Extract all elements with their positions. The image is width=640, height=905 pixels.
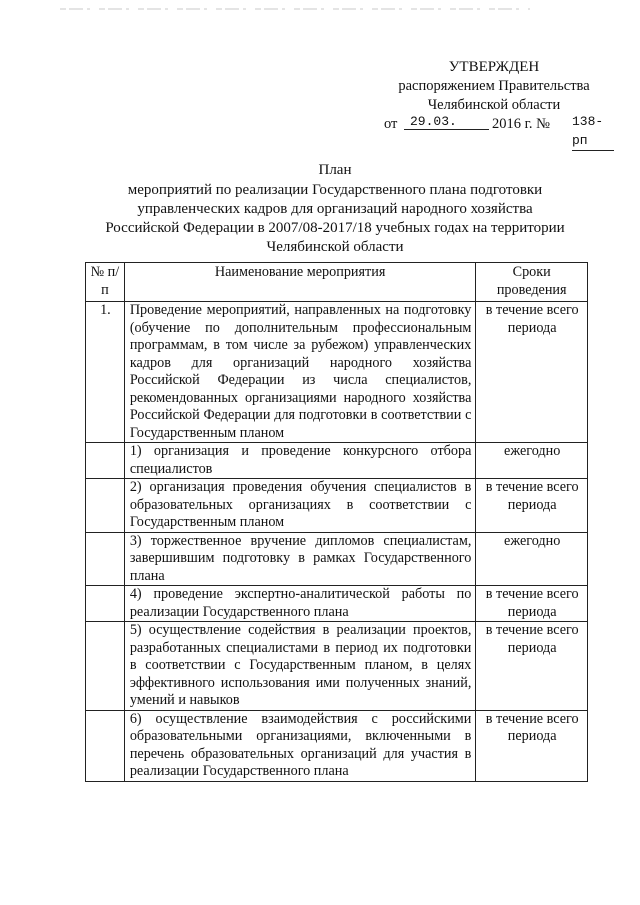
header-name: Наименование мероприятия [124, 263, 476, 302]
row-term: ежегодно [476, 443, 588, 479]
table-row [86, 622, 588, 711]
table-header-row [86, 263, 588, 302]
row-name: 3) торжественное вручение дипломов специалистам, завершившим подготовку в рамках Государственного плана [124, 532, 476, 586]
row-num [86, 710, 125, 781]
row-num [86, 443, 125, 479]
approval-date: 29.03. [410, 114, 457, 129]
row-term: в течение всего периода [476, 586, 588, 622]
table-row [86, 586, 588, 622]
row-name: 5) осуществление содействия в реализации проектов, разработанных специалистами в период их подготовки в соответствии с Государственным планом, в целях эффективного использования ими полученных знаний, умений и навыков [124, 622, 476, 711]
row-name: 2) организация проведения обучения специалистов в образовательных организациях в соответствии с Государственным планом [124, 479, 476, 533]
row-term: в течение всего периода [476, 622, 588, 711]
row-term: в течение всего периода [476, 302, 588, 443]
plan-line-4: Челябинской области [266, 239, 404, 255]
row-num [86, 586, 125, 622]
row-num: 1. [86, 302, 125, 443]
table-row [86, 710, 588, 781]
approval-from: от [384, 116, 398, 132]
row-num [86, 479, 125, 533]
approval-block [374, 58, 614, 148]
approval-line-1: распоряжением Правительства [398, 78, 590, 94]
plan-line-2: управленческих кадров для организаций народного хозяйства [137, 201, 533, 217]
approval-line-2: Челябинской области [427, 97, 561, 113]
header-term: Сроки проведения [476, 263, 588, 302]
scan-noise [60, 6, 530, 12]
plan-line-1: мероприятий по реализации Государственного плана подготовки [127, 182, 543, 198]
approval-date-row [374, 114, 614, 148]
row-term: в течение всего периода [476, 479, 588, 533]
approval-title: УТВЕРЖДЕН [448, 59, 540, 75]
table-row [86, 479, 588, 533]
row-term: ежегодно [476, 532, 588, 586]
row-num [86, 532, 125, 586]
row-name: 1) организация и проведение конкурсного отбора специалистов [124, 443, 476, 479]
row-name: 6) осуществление взаимодействия с российскими образовательными организациями, включенными в перечень образовательных организаций для участия в реализации Государственного плана [124, 710, 476, 781]
row-name: 4) проведение экспертно-аналитической работы по реализации Государственного плана [124, 586, 476, 622]
table-row [86, 302, 588, 443]
plan-heading: План [318, 162, 352, 178]
measures-table [85, 262, 588, 782]
approval-year: 2016 г. № [492, 116, 551, 132]
row-term: в течение всего периода [476, 710, 588, 781]
plan-title-block [96, 161, 574, 257]
row-num [86, 622, 125, 711]
approval-number: 138-рп [572, 112, 614, 151]
row-name: Проведение мероприятий, направленных на подготовку (обучение по дополнительным профессиональным программам, в том числе за рубежом) управленческих кадров для организаций народного хозяйства Российской Федерации из числа специалистов, рекомендованных организациями народного хозяйства Российской Федерации для подготовки в соответствии с Государственным планом [124, 302, 476, 443]
table-row [86, 532, 588, 586]
header-num: № п/п [86, 263, 125, 302]
plan-line-3: Российской Федерации в 2007/08-2017/18 учебных годах на территории [105, 220, 565, 236]
table-row [86, 443, 588, 479]
